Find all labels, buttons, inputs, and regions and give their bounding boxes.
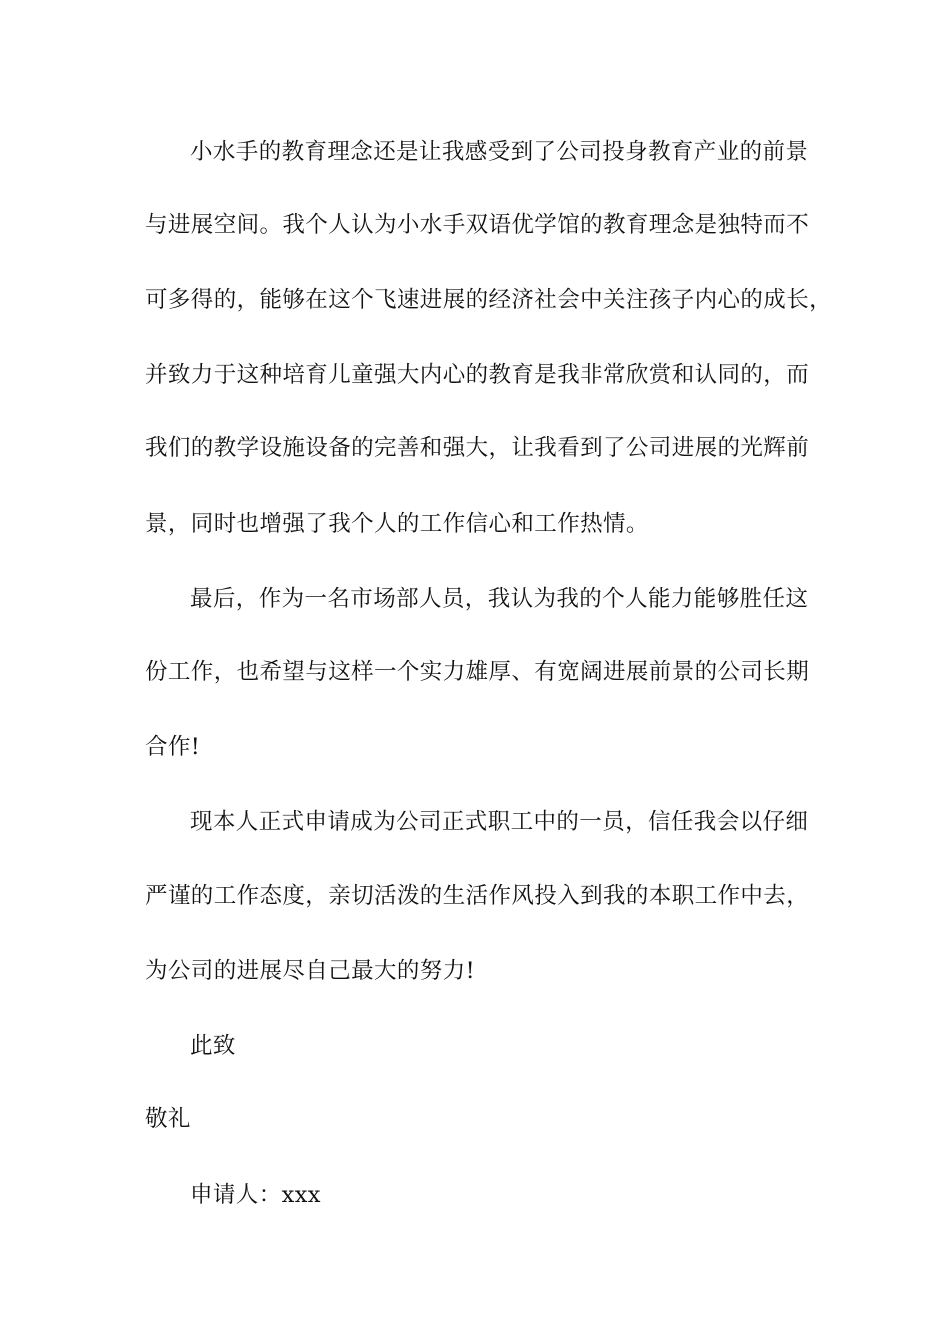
paragraph-3-line-2: 严谨的工作态度，亲切活泼的生活作风投入到我的本职工作中去， [145, 883, 810, 909]
paragraph-2-line-2: 份工作，也希望与这样一个实力雄厚、有宽阔进展前景的公司长期 [145, 659, 810, 685]
paragraph-2-line-3: 合作! [145, 734, 201, 760]
paragraph-3-line-1: 现本人正式申请成为公司正式职工中的一员，信任我会以仔细 [190, 809, 809, 835]
paragraph-1-line-2: 与进展空间。我个人认为小水手双语优学馆的教育理念是独特而不 [145, 212, 810, 238]
paragraph-1-line-5: 我们的教学设施设备的完善和强大，让我看到了公司进展的光辉前 [145, 435, 810, 461]
paragraph-1-line-6: 景，同时也增强了我个人的工作信心和工作热情。 [145, 511, 649, 537]
paragraph-2-line-1: 最后，作为一名市场部人员，我认为我的个人能力能够胜任这 [190, 586, 809, 612]
paragraph-1-line-1: 小水手的教育理念还是让我感受到了公司投身教育产业的前景 [190, 139, 809, 165]
applicant-signature: 申请人：xxx [190, 1182, 321, 1208]
paragraph-3-line-3: 为公司的进展尽自己最大的努力! [145, 958, 476, 984]
paragraph-1-line-3: 可多得的，能够在这个飞速进展的经济社会中关注孩子内心的成长， [145, 287, 833, 313]
closing-salutation: 此致 [190, 1033, 236, 1059]
closing-respect: 敬礼 [145, 1106, 191, 1132]
paragraph-1-line-4: 并致力于这种培育儿童强大内心的教育是我非常欣赏和认同的，而 [145, 362, 810, 388]
